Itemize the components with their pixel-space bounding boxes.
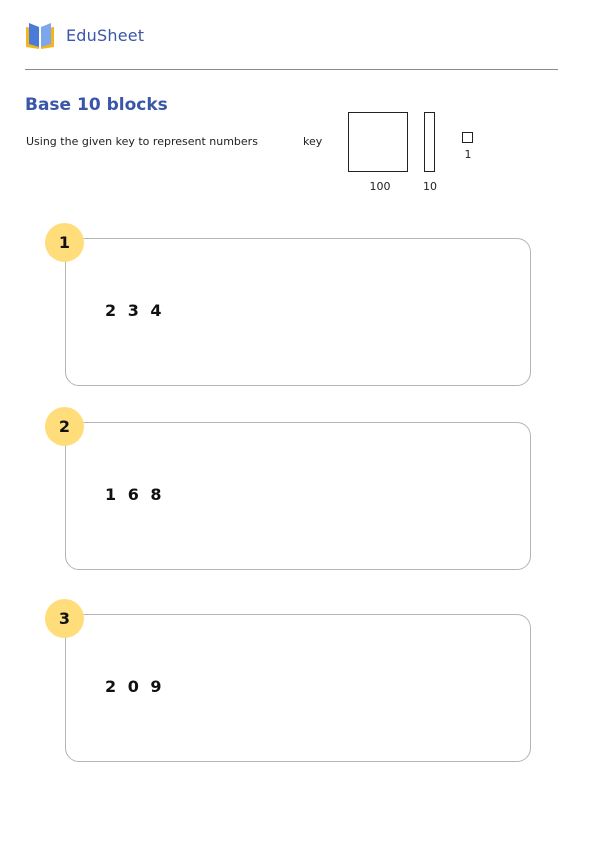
one-caption: 1 (464, 148, 472, 161)
question-value: 1 6 8 (105, 485, 165, 504)
book-logo-icon (24, 20, 56, 52)
ten-caption: 10 (423, 180, 437, 193)
question-value: 2 0 9 (105, 677, 165, 696)
question-number-badge: 1 (45, 223, 84, 262)
worksheet-title: Base 10 blocks (25, 95, 168, 115)
question-number-badge: 3 (45, 599, 84, 638)
hundred-block (348, 112, 408, 172)
question-value: 2 3 4 (105, 301, 165, 320)
one-cube (462, 132, 473, 143)
hundred-caption: 100 (369, 180, 391, 193)
key-label: key (303, 135, 323, 148)
ten-rod (424, 112, 435, 172)
instruction-text: Using the given key to represent numbers (26, 135, 258, 148)
header-divider (25, 69, 558, 70)
brand-name: EduSheet (66, 26, 145, 45)
question-number-badge: 2 (45, 407, 84, 446)
